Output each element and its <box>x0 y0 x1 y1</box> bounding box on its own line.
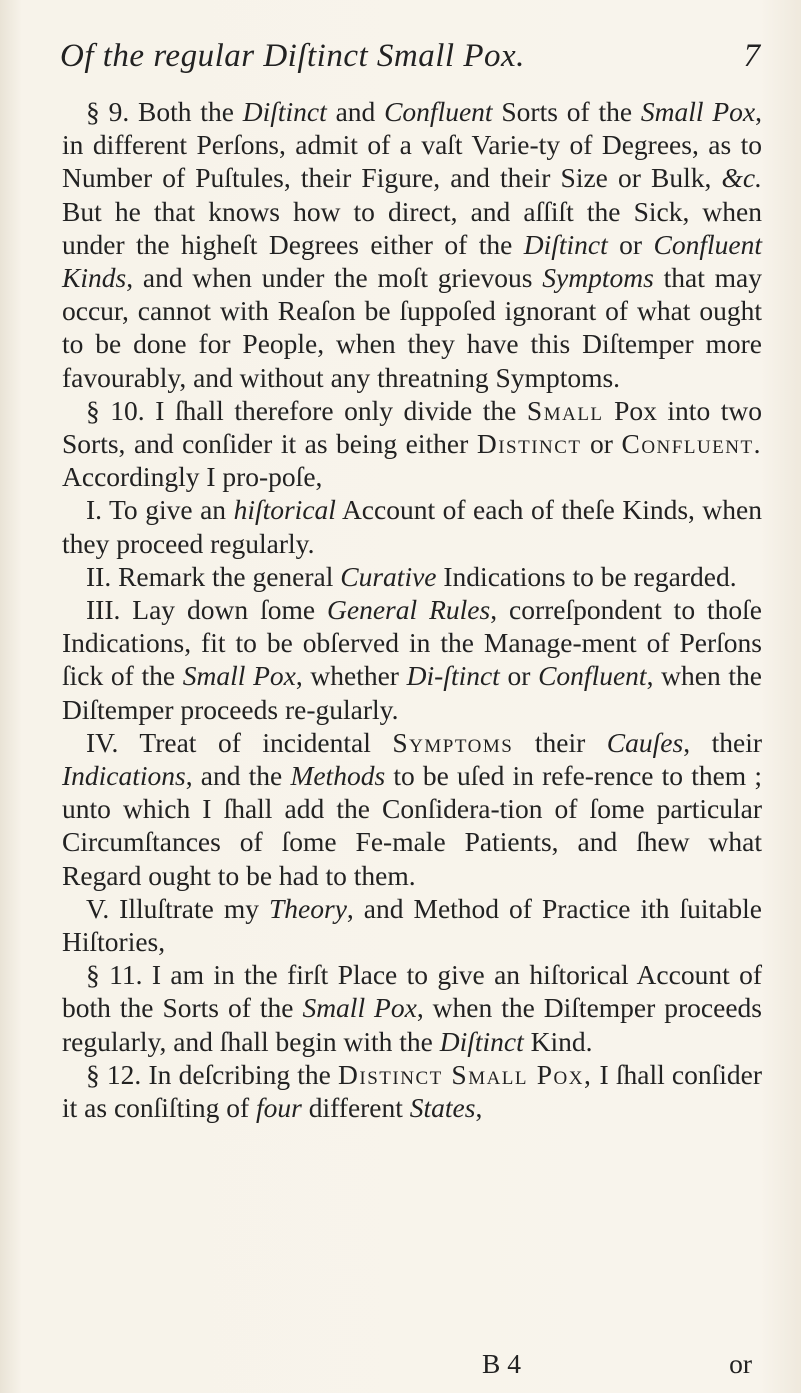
italic-run: four <box>256 1092 302 1124</box>
text-run: § 12. In deſcribing the <box>86 1058 339 1090</box>
text-run: V. Illuſtrate my <box>86 892 269 924</box>
text-run: § 10. I ſhall therefore only divide the <box>86 394 527 426</box>
italic-run: Di-ſtinct <box>406 660 500 692</box>
italic-run: General Rules <box>327 594 491 626</box>
text-run: Indications to be regarded. <box>436 560 737 592</box>
text-run: § 11. I am in the firſt Place to give an hiſtorical Account of both the Sorts of the <box>62 959 762 1024</box>
italic-run: Methods <box>290 760 386 792</box>
italic-run: Small Pox <box>302 992 417 1024</box>
text-run: and <box>326 96 385 127</box>
italic-run: Small Pox <box>640 96 756 127</box>
paragraph-11 <box>62 958 762 1058</box>
text-run: , correſpondent to thoſe Indications, fit to be obſerved in the Manage-ment of Perſons ſick of the <box>62 594 763 692</box>
italic-run: Curative <box>340 560 437 592</box>
italic-run: Small Pox <box>182 660 296 692</box>
text-run: , when the Diſtemper proceeds re-gularly. <box>62 660 762 725</box>
italic-run: Confluent Kinds <box>62 228 762 294</box>
signature-mark: B 4 <box>482 1348 521 1379</box>
text-run: IV. Treat of incidental <box>86 726 393 758</box>
italic-run: Symptoms <box>542 262 654 294</box>
list-item-3 <box>62 593 762 726</box>
body-text <box>62 95 762 1124</box>
text-run: or <box>581 428 622 460</box>
italic-run: Diſtinct <box>242 96 327 127</box>
smallcaps-run: Distinct Small Pox, <box>338 1058 593 1090</box>
text-run: , their <box>683 726 762 758</box>
italic-run: Diſtinct <box>523 228 608 260</box>
text-run: , and Method of Practice ith ſuitable Hiſtories, <box>62 892 762 958</box>
text-run: to be uſed in refe-rence to them ; unto which I ſhall add the Conſidera-tion of ſome particular Circumſtances of ſome Fe-male Patients, and ſhew what Regard ought to be had to them. <box>62 760 762 891</box>
catchword: or <box>729 1348 752 1379</box>
italic-run: Confluent <box>538 660 647 692</box>
text-run: or <box>499 660 539 692</box>
text-run: § 9. Both the <box>86 96 243 127</box>
text-run: , and the <box>185 760 291 792</box>
text-run: , in different Perſons, admit of a vaſt Varie-ty of Degrees, as to Number of Puſtules, their Figure, and their Size or Bulk, <box>62 96 762 194</box>
text-run: II. Remark the general <box>86 560 341 592</box>
list-item-1 <box>62 493 762 559</box>
text-run: Accordingly I pro-poſe, <box>62 461 323 493</box>
paragraph-12 <box>62 1058 762 1124</box>
text-run: , whether <box>295 660 407 692</box>
smallcaps-run: Confluent. <box>621 428 762 460</box>
text-run: or <box>607 228 654 260</box>
text-run: their <box>513 726 607 758</box>
text-run: Kind. <box>523 1025 593 1057</box>
text-run: , <box>475 1092 483 1124</box>
italic-run: Theory <box>269 892 347 924</box>
text-run: I ſhall conſider it as conſiſting of <box>62 1058 763 1124</box>
page-header <box>60 38 760 88</box>
paragraph-9 <box>62 95 762 394</box>
page-footer <box>62 1348 762 1382</box>
text-run: different <box>301 1092 410 1124</box>
italic-run: Confluent <box>384 96 493 127</box>
text-run: Sorts of the <box>492 96 641 127</box>
text-run: Pox into two Sorts, and conſider it as being either <box>62 394 762 460</box>
text-run: I. To give an <box>86 494 234 526</box>
smallcaps-run: Symptoms <box>392 726 514 758</box>
italic-run: Indications <box>62 760 186 792</box>
smallcaps-run: Distinct <box>476 428 582 460</box>
list-item-2 <box>62 560 762 593</box>
running-title: Of the regular Diſtinct Small Pox. <box>60 38 525 74</box>
italic-run: Cauſes <box>606 726 684 758</box>
list-item-5 <box>62 892 762 958</box>
page-number: 7 <box>743 38 760 74</box>
text-run: III. Lay down ſome <box>86 594 328 626</box>
paragraph-10 <box>62 394 762 494</box>
smallcaps-run: Small <box>526 394 604 426</box>
list-item-4 <box>62 726 762 892</box>
italic-run: hiſtorical <box>233 494 336 526</box>
text-run: , and when under the moſt grievous <box>126 262 543 294</box>
text-run: But he that knows how to direct, and aſſiſt the Sick, when under the higheſt Degrees either of the <box>62 195 762 260</box>
italic-run: &c. <box>721 162 762 194</box>
text-run: that may occur, cannot with Reaſon be ſuppoſed ignorant of what ought to be done for People, when they have this Diſtemper more favourably, and without any threatning Symptoms. <box>62 262 762 393</box>
text-run: , when the Diſtemper proceeds regularly, and ſhall begin with the <box>62 992 762 1057</box>
italic-run: States <box>409 1092 476 1124</box>
text-run: Account of each of theſe Kinds, when they proceed regularly. <box>62 494 762 559</box>
italic-run: Diſtinct <box>439 1025 524 1057</box>
